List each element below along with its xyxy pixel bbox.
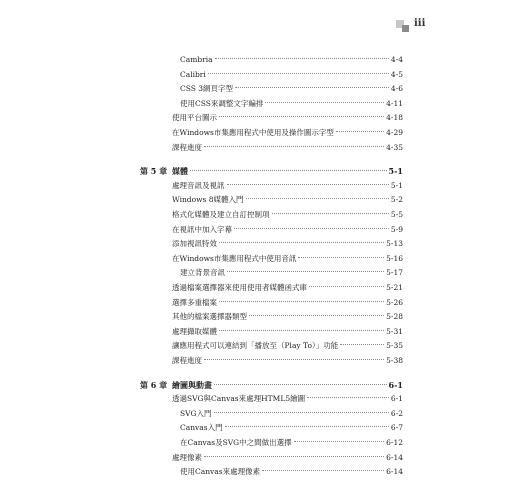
- dot-leader: [227, 184, 389, 185]
- toc-entry-title: 添加視訊特效: [172, 239, 217, 249]
- toc-entry: [172, 126, 403, 140]
- toc-entry-title: 選擇多重檔案: [172, 297, 217, 307]
- dot-leader: [307, 397, 389, 398]
- dot-leader: [340, 344, 384, 345]
- toc-page-number: 6-14: [386, 452, 403, 462]
- toc-page-number: 5-16: [386, 253, 403, 263]
- toc-page-number: 5-26: [386, 297, 403, 307]
- toc-entry-title: 處理像素: [172, 452, 202, 462]
- toc-entry-title: SVG入門: [180, 408, 212, 418]
- toc-page-number: 5-9: [390, 224, 403, 234]
- toc-entry: [172, 339, 403, 353]
- dot-leader: [336, 131, 384, 132]
- toc-page-number: 6-14: [386, 467, 403, 477]
- toc-entry-title: Cambria: [180, 55, 213, 64]
- toc-entry: [172, 252, 403, 266]
- toc-page-number: 4-5: [390, 69, 403, 79]
- toc-page-number: 6-1: [390, 394, 403, 404]
- toc-page-number: 5-1: [390, 180, 403, 190]
- toc-entry-title: 透過SVG與Canvas來處理HTML5繪圖: [172, 394, 306, 404]
- toc-entry: [180, 97, 403, 111]
- dot-leader: [208, 73, 389, 74]
- toc-entry: [172, 310, 403, 324]
- toc-entry: [172, 179, 403, 193]
- toc-entry-title: 透過檔案選擇器來使用使用者媒體函式庫: [172, 283, 307, 292]
- toc-entry: [180, 68, 403, 82]
- toc-entry: [172, 141, 403, 155]
- dot-leader: [219, 330, 384, 331]
- toc-entry-title: 建立背景音訊: [180, 268, 225, 278]
- toc-page-number: 5-5: [390, 210, 403, 219]
- toc-entry: [180, 53, 403, 67]
- toc-page-number: 5-28: [386, 312, 403, 322]
- chapter-number: 第 6 章: [140, 379, 168, 390]
- dot-leader: [262, 470, 384, 471]
- toc-entry-title: 處理擷取媒體: [172, 326, 217, 336]
- toc-entry-title: 媒體: [172, 166, 188, 177]
- dot-leader: [214, 412, 389, 413]
- toc-entry-title: 繪圖與動畫: [172, 379, 212, 390]
- page-number: iii: [414, 18, 426, 29]
- dot-leader: [215, 58, 389, 59]
- toc-entry-title: 讓應用程式可以連結到「播放至（Play To）」功能: [172, 341, 339, 351]
- dot-leader: [204, 359, 384, 360]
- toc-entry-title: 在視訊中加入字幕: [172, 224, 232, 234]
- toc-entry-title: 使用CSS來調整文字編排: [180, 98, 264, 108]
- dot-leader: [219, 242, 384, 243]
- toc-page-number: 6-7: [390, 423, 403, 433]
- dot-leader: [249, 315, 384, 316]
- toc-entry: [180, 465, 403, 479]
- dot-leader: [294, 441, 384, 442]
- dot-leader: [190, 170, 387, 171]
- dot-leader: [272, 213, 389, 214]
- dot-leader: [235, 87, 389, 88]
- toc-entry: [172, 451, 403, 465]
- toc-chapter-row: [140, 164, 403, 178]
- dot-leader: [227, 271, 384, 272]
- toc-entry-title: 處理音訊及視訊: [172, 180, 225, 190]
- toc-entry: [172, 392, 403, 406]
- toc-page-number: 4-4: [390, 55, 403, 64]
- dot-leader: [219, 301, 384, 302]
- header-ornament-icon: [396, 20, 410, 32]
- toc-entry-title: Calibri: [180, 69, 206, 79]
- dot-leader: [309, 286, 384, 287]
- toc-entry-title: CSS 3網頁字型: [180, 84, 234, 94]
- dot-leader: [204, 456, 384, 457]
- chapter-number: 第 5 章: [140, 166, 168, 177]
- toc-entry: [172, 354, 403, 368]
- toc-entry: [180, 407, 403, 421]
- toc-page-number: 5-38: [386, 356, 403, 365]
- toc-entry-title: 在Canvas及SVG中之間做出選擇: [180, 438, 292, 447]
- toc-entry: [172, 296, 403, 310]
- toc-entry-title: 格式化媒體及建立自訂控制項: [172, 210, 270, 219]
- toc-entry: [172, 237, 403, 251]
- toc-page-number: 6-2: [390, 408, 403, 418]
- toc-page-number: 5-31: [386, 326, 403, 336]
- toc-entry-title: 使用Canvas來處理像素: [180, 467, 261, 477]
- toc-entry-title: 在Windows市集應用程式中使用音訊: [172, 253, 297, 263]
- dot-leader: [265, 102, 384, 103]
- toc-page-number: 6-12: [386, 438, 403, 447]
- toc-page-number: 4-18: [386, 113, 403, 123]
- toc-page-number: 6-1: [388, 379, 403, 390]
- toc-entry-title: 使用平台圖示: [172, 113, 217, 123]
- toc-entry: [180, 436, 403, 450]
- toc-entry-title: 課程進度: [172, 356, 202, 365]
- toc-entry: [172, 111, 403, 125]
- toc-entry: [172, 325, 403, 339]
- dot-leader: [219, 116, 384, 117]
- toc-page-number: 5-17: [386, 268, 403, 278]
- toc-page-number: 5-35: [386, 341, 403, 351]
- dot-leader: [298, 257, 384, 258]
- toc-entry: [180, 421, 403, 435]
- toc-page-number: 5-1: [388, 166, 403, 177]
- toc-entry: [172, 223, 403, 237]
- toc-entry: [180, 82, 403, 96]
- toc-page-number: 5-13: [386, 239, 403, 249]
- toc-entry-title: 在Windows市集應用程式中使用及操作圖示字型: [172, 128, 334, 137]
- toc-page-number: 4-6: [390, 84, 403, 94]
- dot-leader: [246, 198, 389, 199]
- toc-page-number: 4-29: [386, 128, 403, 137]
- toc-page-number: 4-35: [386, 142, 403, 152]
- toc-entry: [172, 193, 403, 207]
- toc-page-number: 5-2: [390, 195, 403, 205]
- toc-entry-title: Windows 8媒體入門: [172, 195, 244, 205]
- dot-leader: [225, 426, 389, 427]
- toc-chapter-row: [140, 378, 403, 392]
- toc-entry: [172, 208, 403, 222]
- toc-page-number: 5-21: [386, 283, 403, 292]
- dot-leader: [214, 384, 387, 385]
- toc-entry-title: 其他的檔案選擇器類型: [172, 312, 247, 322]
- dot-leader: [234, 228, 389, 229]
- toc-page-number: 4-11: [386, 98, 403, 108]
- toc-entry: [180, 266, 403, 280]
- toc-entry-title: Canvas入門: [180, 423, 223, 433]
- dot-leader: [204, 146, 384, 147]
- toc-entry-title: 課程進度: [172, 142, 202, 152]
- toc-entry: [172, 281, 403, 295]
